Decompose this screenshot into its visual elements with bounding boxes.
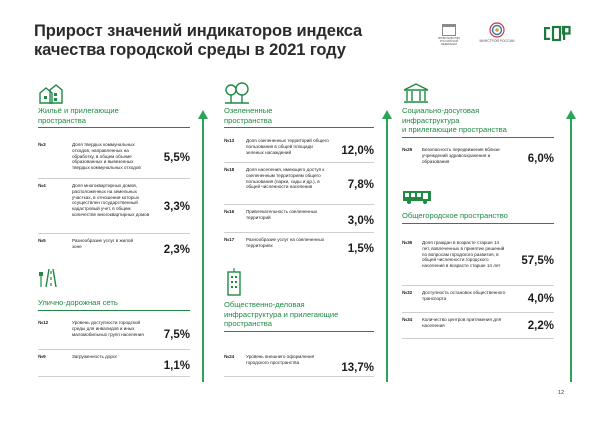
office-building-icon bbox=[224, 268, 244, 296]
row-separator bbox=[224, 232, 374, 233]
ministry-logo: МИНСТРОЙ РОССИИ bbox=[479, 22, 515, 43]
row-separator bbox=[38, 178, 190, 179]
growth-arrow-column-3 bbox=[566, 110, 576, 382]
section-divider bbox=[402, 223, 554, 224]
growth-arrow-column-1 bbox=[198, 110, 208, 382]
section-divider bbox=[224, 331, 374, 332]
row-separator bbox=[224, 162, 374, 163]
row-separator bbox=[38, 349, 190, 350]
section-title: Общегородское пространство bbox=[402, 211, 508, 220]
row-separator bbox=[224, 376, 374, 377]
section-roads bbox=[38, 268, 190, 311]
dom-rf-logo bbox=[543, 25, 571, 46]
row-separator bbox=[402, 338, 554, 339]
section-business bbox=[224, 268, 374, 332]
section-divider bbox=[224, 127, 374, 128]
section-divider bbox=[38, 310, 190, 311]
row-separator bbox=[38, 376, 190, 377]
section-housing bbox=[38, 82, 190, 128]
bus-icon bbox=[402, 190, 432, 204]
page-title-line-2: качества городской среды в 2021 году bbox=[34, 41, 346, 59]
ministry-emblem-icon bbox=[489, 22, 505, 38]
trees-icon bbox=[224, 82, 250, 104]
row-separator bbox=[224, 204, 374, 205]
road-icon bbox=[38, 268, 64, 288]
section-citywide bbox=[402, 190, 554, 224]
section-social bbox=[402, 82, 554, 138]
page-number: 12 bbox=[558, 390, 565, 396]
government-logo: ПРАВИТЕЛЬСТВО РОССИЙСКОЙ ФЕДЕРАЦИИ bbox=[432, 24, 466, 46]
section-divider bbox=[38, 127, 190, 128]
section-title: Жильё и прилегающие пространства bbox=[38, 106, 119, 125]
row-separator bbox=[402, 312, 554, 313]
growth-arrow-column-2 bbox=[382, 110, 392, 382]
section-title: Озелененные пространства bbox=[224, 106, 273, 125]
section-title: Улично-дорожная сеть bbox=[38, 298, 118, 307]
houses-icon bbox=[38, 82, 64, 104]
section-divider bbox=[402, 137, 554, 138]
page-title-line-1: Прирост значений индикаторов индекса bbox=[34, 22, 363, 40]
section-green bbox=[224, 82, 374, 128]
government-building-icon bbox=[442, 24, 456, 36]
section-title: Общественно-деловая инфраструктура и прилегающие пространства bbox=[224, 300, 339, 328]
row-separator bbox=[38, 233, 190, 234]
dom-rf-mark-icon bbox=[543, 25, 571, 43]
page-title bbox=[34, 22, 414, 60]
section-title: Социально-досуговая инфраструктура и прилегающие пространства bbox=[402, 106, 507, 134]
row-separator bbox=[402, 285, 554, 286]
theater-building-icon bbox=[402, 82, 430, 104]
